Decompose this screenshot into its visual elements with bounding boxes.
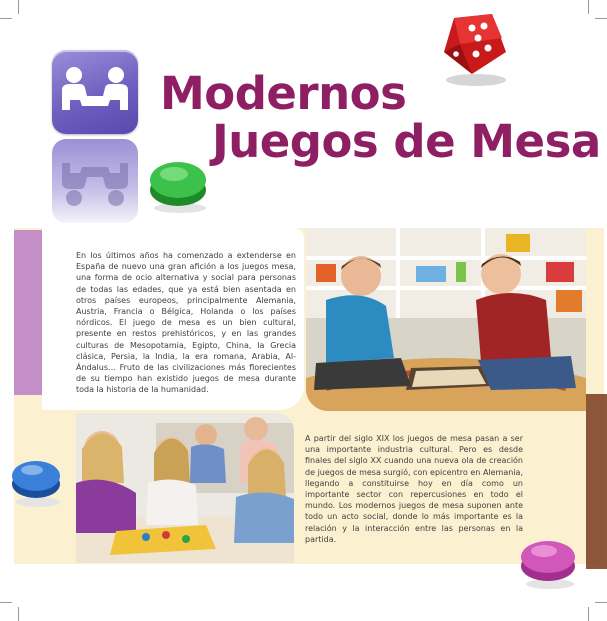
crop-mark — [588, 0, 589, 14]
pink-token-icon — [516, 530, 580, 592]
green-token-icon — [144, 152, 212, 216]
crop-mark — [18, 0, 19, 14]
crop-mark — [0, 18, 12, 19]
icon-reflection — [52, 139, 138, 223]
title-line-1: Modernos — [160, 67, 407, 120]
text-panel-1 — [42, 228, 304, 410]
title-line-2: Juegos de Mesa — [212, 115, 601, 168]
crop-mark — [18, 607, 19, 621]
paragraph-2: A partir del siglo XIX los juegos de mesa pasan a ser una importante industria cultural. Pero es desde finales del siglo XX cuando una nueva ola de creación de juegos de mesa surgió, con epicentro en Alemania, llegando a constituirse hoy en día como un importante sector con repercusiones en todo el mundo. Los modernos juegos de mesa suponen ante todo un acto social, donde lo más importante es la relación y la interacción entre las personas en la partida. — [305, 434, 523, 544]
blue-token-icon — [10, 450, 66, 510]
edge-strip — [586, 394, 607, 569]
paragraph-1: En los últimos años ha comenzado a extenderse en España de nuevo una gran afición a los juegos mesa, una forma de ocio alternativa y social para personas de todas las edades, que ya está bien asentada en otros países europeos, principalmente Alemania, Austria, Francia o Bélgica, Holanda o los países nórdicos. El juego de mesa es un bien cultural, presente en restos prehistóricos, y en las grandes culturas de Mesopotamia, Egipto, China, la Grecia clásica, Persia, la India, la era romana, Arabia, Al-Ándalus… Fruto de las civilizaciones más florecientes de su tiempo han existido juegos de mesa durante toda la historia de la humanidad. — [76, 251, 296, 395]
crop-mark — [588, 607, 589, 621]
photo-family-game — [76, 413, 294, 563]
crop-mark — [595, 602, 607, 603]
page-title — [160, 67, 601, 168]
crop-mark — [595, 18, 607, 19]
crop-mark — [0, 602, 12, 603]
players-table-icon — [52, 50, 138, 134]
red-die-icon — [432, 8, 514, 90]
photo-boys-chess — [306, 228, 586, 411]
accent-panel — [14, 230, 42, 395]
